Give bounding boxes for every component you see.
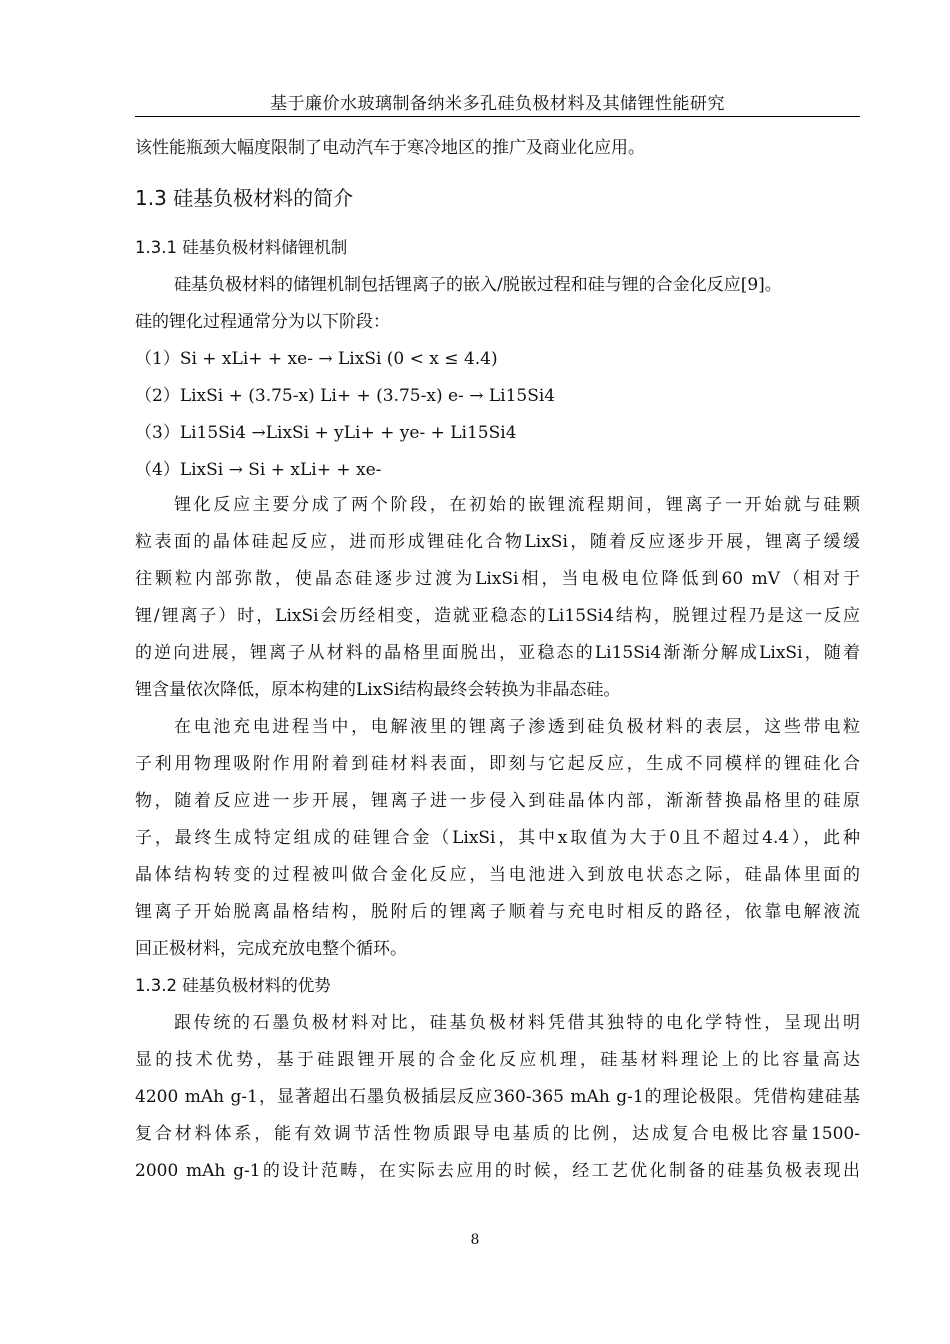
text-line: 该性能瓶颈大幅度限制了电动汽车于寒冷地区的推广及商业化应用。 (135, 138, 645, 158)
text-line: 子利用物理吸附作用附着到硅材料表面，即刻与它起反应，生成不同模样的锂硅化合 (135, 754, 860, 774)
text-line: 晶体结构转变的过程被叫做合金化反应，当电池进入到放电状态之际，硅晶体里面的 (135, 865, 860, 885)
text-line: 的逆向进展，锂离子从材料的晶格里面脱出，亚稳态的Li15Si4渐渐分解成LixSi，随着 (135, 643, 860, 663)
running-header: 基于廉价水玻璃制备纳米多孔硅负极材料及其储锂性能研究 (135, 92, 860, 117)
text-line: 锂/锂离子）时，LixSi会历经相变，造就亚稳态的Li15Si4结构，脱锂过程乃是这一反应 (135, 606, 860, 626)
equation-line: （3）Li15Si4 →LixSi + yLi+ + ye- + Li15Si4 (135, 423, 517, 443)
equation-line: （4）LixSi → Si + xLi+ + xe- (135, 460, 382, 480)
text-line: 4200 mAh g-1，显著超出石墨负极插层反应360-365 mAh g-1的理论极限。凭借构建硅基 (135, 1087, 860, 1107)
text-line: 硅的锂化过程通常分为以下阶段： (135, 312, 390, 332)
text-line: 往颗粒内部弥散，使晶态硅逐步过渡为LixSi相，当电极电位降低到60 mV（相对于 (135, 569, 860, 589)
equation-line: （2）LixSi + (3.75-x) Li+ + (3.75-x) e- → Li15Si4 (135, 386, 556, 406)
page-number: 8 (470, 1232, 480, 1248)
section-heading: 1.3 硅基负极材料的简介 (135, 186, 354, 210)
subsection-heading: 1.3.2 硅基负极材料的优势 (135, 976, 331, 995)
text-line: 锂化反应主要分成了两个阶段，在初始的嵌锂流程期间，锂离子一开始就与硅颗 (174, 495, 860, 515)
text-line: 回正极材料，完成充放电整个循环。 (135, 939, 407, 959)
text-line: 硅基负极材料的储锂机制包括锂离子的嵌入/脱嵌过程和硅与锂的合金化反应[9]。 (174, 275, 782, 295)
subsection-heading: 1.3.1 硅基负极材料储锂机制 (135, 238, 348, 257)
text-line: 锂离子开始脱离晶格结构，脱附后的锂离子顺着与充电时相反的路径，依靠电解液流 (135, 902, 860, 922)
text-line: 子，最终生成特定组成的硅锂合金（LixSi，其中x取值为大于0且不超过4.4），此种 (135, 828, 860, 848)
text-line: 显的技术优势，基于硅跟锂开展的合金化反应机理，硅基材料理论上的比容量高达 (135, 1050, 860, 1070)
text-line: 锂含量依次降低，原本构建的LixSi结构最终会转换为非晶态硅。 (135, 680, 621, 700)
text-line: 物，随着反应进一步开展，锂离子进一步侵入到硅晶体内部，渐渐替换晶格里的硅原 (135, 791, 860, 811)
equation-line: （1）Si + xLi+ + xe- → LixSi (0 < x ≤ 4.4) (135, 349, 498, 369)
text-line: 跟传统的石墨负极材料对比，硅基负极材料凭借其独特的电化学特性，呈现出明 (174, 1013, 860, 1033)
text-line: 复合材料体系，能有效调节活性物质跟导电基质的比例，达成复合电极比容量1500- (135, 1124, 860, 1144)
text-line: 2000 mAh g-1的设计范畴，在实际去应用的时候，经工艺优化制备的硅基负极表现出 (135, 1161, 860, 1181)
text-line: 在电池充电进程当中，电解液里的锂离子渗透到硅负极材料的表层，这些带电粒 (174, 717, 860, 737)
text-line: 粒表面的晶体硅起反应，进而形成锂硅化合物LixSi，随着反应逐步开展，锂离子缓缓 (135, 532, 860, 552)
